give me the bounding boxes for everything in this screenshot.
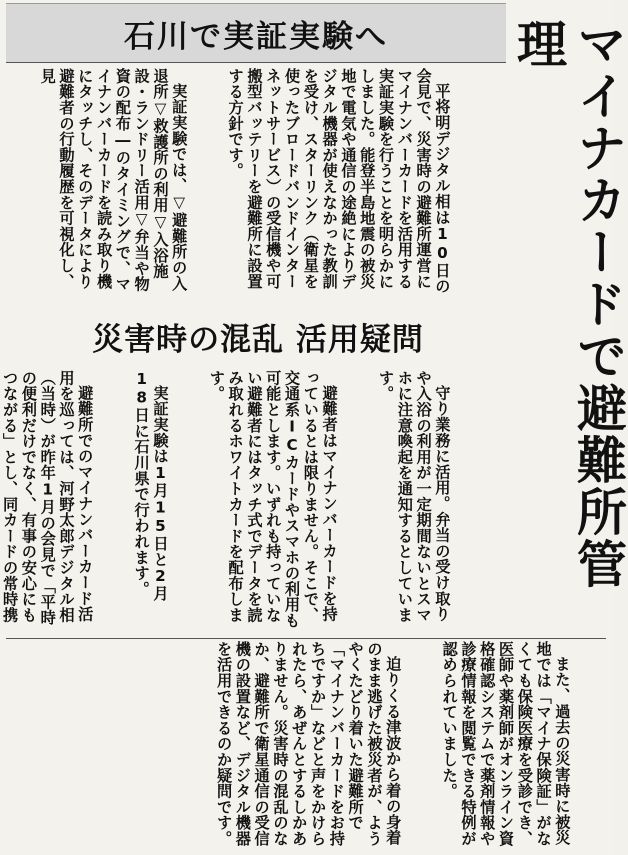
paragraph: 平将明デジタル相は10日の会見で、災害時の避難所運営にマイナンバーカードを活用する実証実験を行うことを明らかにしました。能登半島地震の被災地で電気や通信の途絶によりデジタル機器が使えなかった教訓を受け、スターリンク（衛星を使ったブロードバンドインターネットサービス）の受信機や可搬型バッテリーを避難所に設置する方針です。: [226, 68, 452, 295]
paragraph: 実証実験では、▽避難所の入退所▽救護所の利用▽入浴施設・ランドリー活用▽弁当や物資の配布―のタイミングで、マイナンバーカードを読み取り機にタッチし、そのデータにより避難者の行動履歴を可視化し、見: [38, 68, 189, 292]
paragraph: 迫りくる津波から着の身着のまま逃げた被災者が、ようやくたどり着いた避難所で「マイナンバーカードをお持ちですか」などと声をかけられたら、あぜんとするしかありません。災害時の混乱のなか、避難所で衛星通信の受信機の設置など、デジタル機器を活用できるのか疑問です。: [215, 641, 403, 847]
paragraph: また、過去の災害時に被災地では「マイナ保険証」がなくても保険医療を受診でき、医師や薬剤師がオンライン資格確認システムで薬剤情報や診療情報を閲覧できる特例が認められていました。: [440, 641, 572, 847]
article-block-top: [38, 68, 489, 300]
article-block-bottom: [9, 641, 609, 855]
divider: [6, 638, 606, 639]
paragraph: 避難所でのマイナンバーカード活用を巡っては、河野太郎デジタル相（当時）が昨年1月の会見で「平時の便利だけでなく、有事の安心にもつながる」とし、同カードの常時携: [1, 370, 95, 626]
paragraph: 避難者はマイナンバーカードを持っているとは限りません。そこで、交通系ICカードやスマホの利用も可能とします。いずれも持っていない避難者にはタッチ式でデータを読み取れるホワイトカードを配布します。: [207, 370, 339, 629]
middle-headline: 災害時の混乱 活用疑問: [92, 321, 424, 358]
divider: [6, 62, 506, 63]
article-block-middle: [1, 370, 489, 635]
paragraph: 守り業務に活用。弁当の受け取りや入浴の利用が一定期間ないとスマホに注意喚起を通知するとしています。: [377, 370, 452, 623]
main-headline: マイナカードで避難所管理: [509, 18, 628, 590]
sub-headline: 石川で実証実験へ: [6, 3, 506, 63]
paragraph: 実証実験は1月15日と2月18日に石川県で行われます。: [132, 370, 170, 602]
